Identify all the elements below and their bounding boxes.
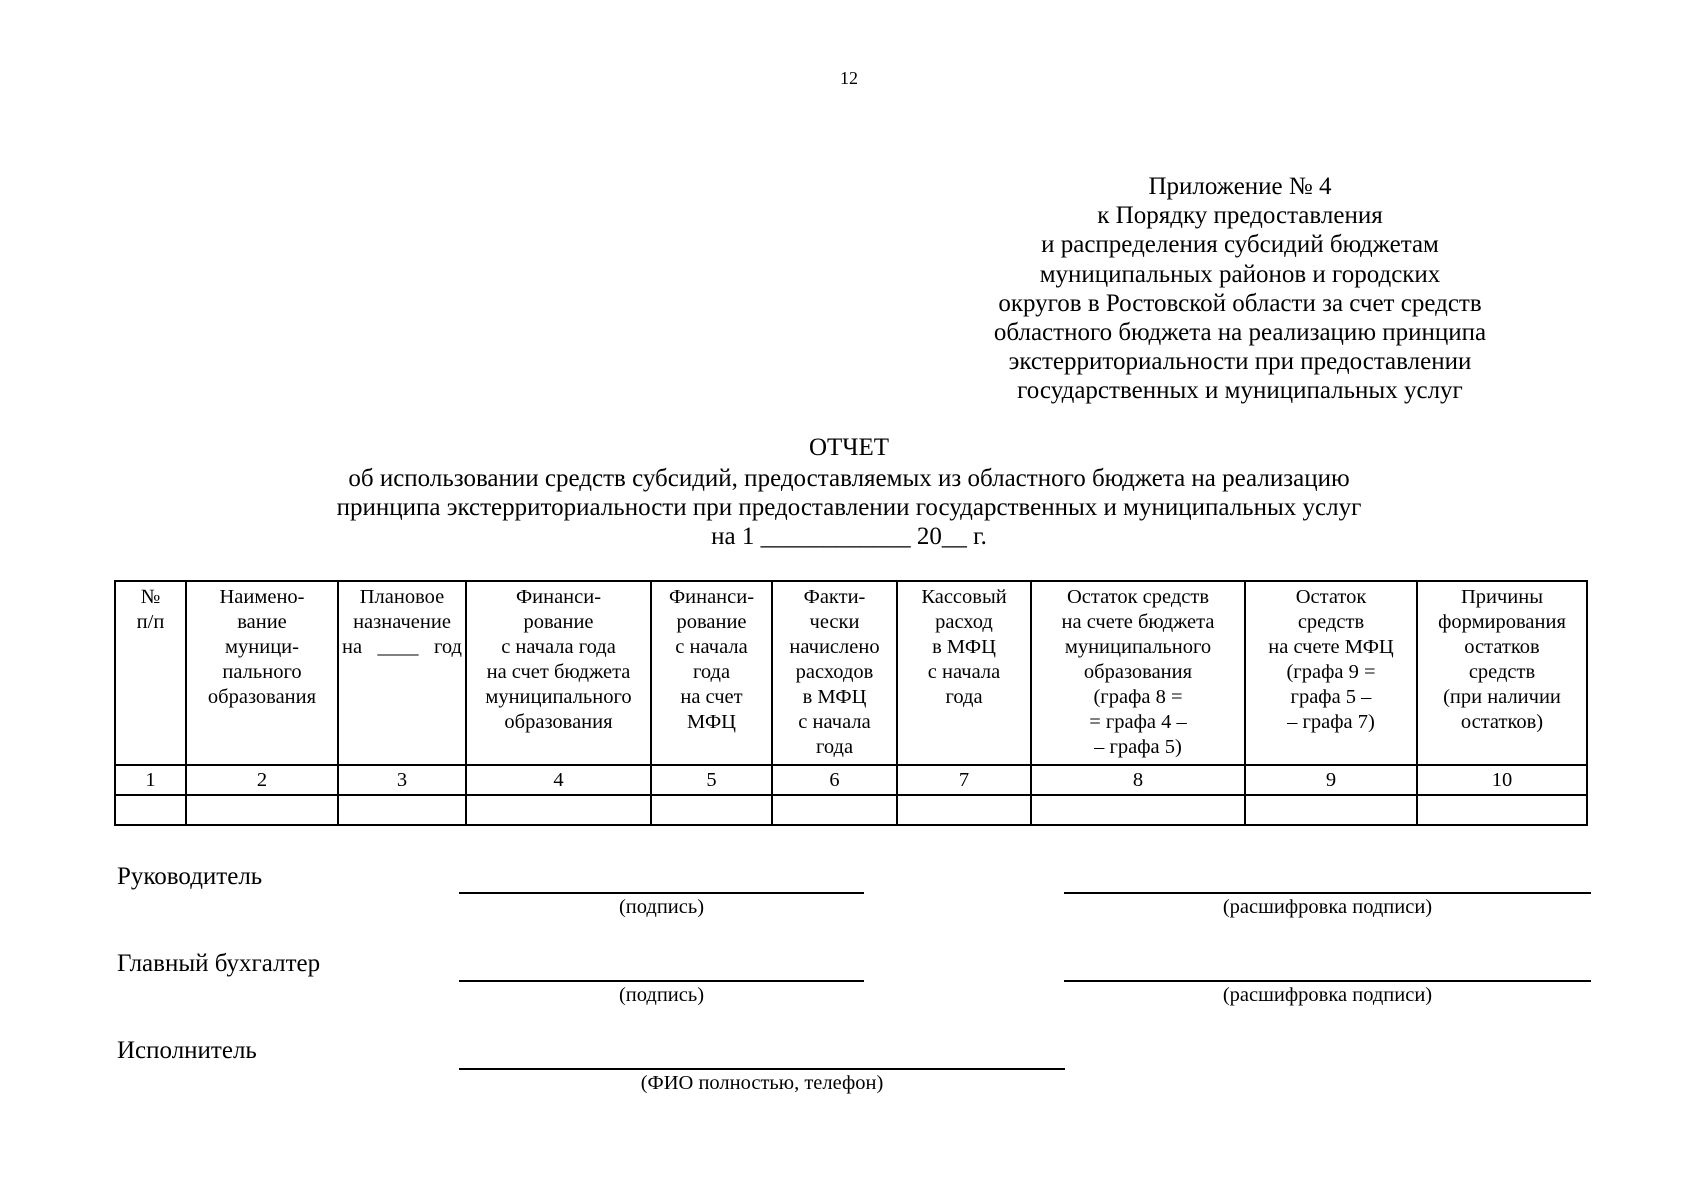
head-signature-line[interactable] — [459, 892, 864, 894]
column-number-cell: 6 — [772, 765, 897, 795]
column-number-cell: 2 — [186, 765, 338, 795]
accountant-name-caption: (расшифровка подписи) — [1222, 984, 1433, 1006]
header-cell-municipality: Наимено- вание муници- пального образования — [186, 581, 338, 765]
column-number-cell: 4 — [466, 765, 651, 795]
head-name-line[interactable] — [1064, 892, 1591, 894]
executor-line[interactable] — [459, 1068, 1065, 1070]
header-cell-funding-mfc: Финанси- рование с начала года на счет МФЦ — [651, 581, 772, 765]
header-cell-accrued: Факти- чески начислено расходов в МФЦ с начала года — [772, 581, 897, 765]
head-name-caption: (расшифровка подписи) — [1222, 896, 1433, 918]
signature-role-executor: Исполнитель — [117, 1037, 257, 1064]
header-cell-planned: Плановое назначение на ____ год — [338, 581, 466, 765]
table-cell[interactable] — [651, 795, 772, 825]
header-cell-funding-municipal: Финанси- рование с начала года на счет бюджета муниципального образования — [466, 581, 651, 765]
table-cell[interactable] — [1245, 795, 1417, 825]
executor-caption: (ФИО полностью, телефон) — [640, 1072, 884, 1094]
column-number-cell: 9 — [1245, 765, 1417, 795]
table-cell[interactable] — [772, 795, 897, 825]
table-cell[interactable] — [338, 795, 466, 825]
appendix-line: областного бюджета на реализацию принципа — [993, 319, 1487, 347]
table-cell[interactable] — [186, 795, 338, 825]
planned-year-line: на ____ год — [342, 636, 462, 658]
signature-role-accountant: Главный бухгалтер — [117, 950, 321, 977]
appendix-line: муниципальных районов и городских — [1039, 260, 1441, 288]
table-cell[interactable] — [115, 795, 186, 825]
appendix-line: экстерриториальности при предоставлении — [1008, 348, 1472, 376]
table-cell[interactable] — [466, 795, 651, 825]
column-number-cell: 8 — [1031, 765, 1245, 795]
appendix-block — [990, 172, 1490, 406]
header-cell-cash-expense: Кассовый расход в МФЦ с начала года — [897, 581, 1031, 765]
report-table — [114, 580, 1588, 826]
header-cell-reasons: Причины формирования остатков средств (при наличии остатков) — [1417, 581, 1587, 765]
header-cell-balance-mfc: Остаток средств на счете МФЦ (графа 9 = графа 5 – – графа 7) — [1245, 581, 1417, 765]
table-row — [115, 795, 1587, 825]
appendix-line: государственных и муниципальных услуг — [1017, 377, 1463, 405]
appendix-line: округов в Ростовской области за счет средств — [998, 289, 1482, 317]
accountant-signature-line[interactable] — [459, 980, 864, 982]
appendix-line: Приложение № 4 — [1148, 173, 1332, 200]
head-signature-caption: (подпись) — [618, 896, 705, 918]
report-subtitle-line: об использовании средств субсидий, предоставляемых из областного бюджета на реализацию — [348, 465, 1350, 492]
page-number: 12 — [840, 68, 858, 88]
header-cell-number: № п/п — [115, 581, 186, 765]
accountant-signature-caption: (подпись) — [618, 984, 705, 1006]
column-number-cell: 10 — [1417, 765, 1587, 795]
column-number-cell: 5 — [651, 765, 772, 795]
accountant-name-line[interactable] — [1064, 980, 1591, 982]
column-number-row — [115, 765, 1587, 795]
appendix-line: к Порядку предоставления — [1097, 202, 1383, 230]
signature-role-head: Руководитель — [117, 863, 263, 890]
report-subtitle-line: принципа экстерриториальности при предоставлении государственных и муниципальных услуг — [336, 494, 1362, 521]
report-title: ОТЧЕТ — [808, 434, 890, 461]
table-cell[interactable] — [897, 795, 1031, 825]
report-subtitle — [0, 464, 1698, 551]
column-number-cell: 7 — [897, 765, 1031, 795]
table-cell[interactable] — [1417, 795, 1587, 825]
table-cell[interactable] — [1031, 795, 1245, 825]
header-cell-balance-municipal: Остаток средств на счете бюджета муниципального образования (графа 8 = = графа 4 – – графа 5) — [1031, 581, 1245, 765]
table-header-row — [115, 581, 1587, 765]
column-number-cell: 1 — [115, 765, 186, 795]
appendix-line: и распределения субсидий бюджетам — [1041, 231, 1439, 259]
column-number-cell: 3 — [338, 765, 466, 795]
report-date-line: на 1 ____________ 20__ г. — [711, 523, 987, 550]
